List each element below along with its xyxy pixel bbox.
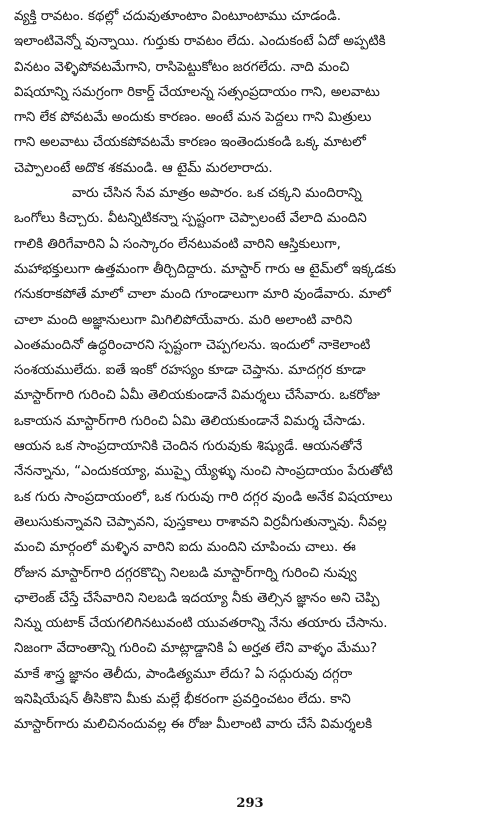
text-line: ఆయన ఒక సాంప్రదాయానికి చెందిన గురువుకు శిష్యుడే. ఆయనతోనే <box>14 439 363 455</box>
text-line: గాలికి తిరిగేవారిని ఏ సంస్కారం లేనటువంటి వారిని ఆస్తికులుగా, <box>14 236 341 252</box>
text-line: వినటం వెళ్ళిపోవటమేగాని, రాసిపెట్టుకోటం జరగలేదు. నాది మంచి <box>14 59 350 75</box>
text-line: చాలా మంది అజ్ఞానులుగా మిగిలిపోయేవారు. మరి అలాంటి వారిని <box>14 312 353 328</box>
text-line: ఒంగోలు కిచ్చారు. వీటన్నిటికన్నా స్పష్టంగా చెప్పాలంటే వేలాది మందిని <box>14 211 367 227</box>
text-line: గాని అలవాటు చేయకపోవటమే కారణం ఇంతెందుకండి ఒక్క మాటలో <box>14 135 366 151</box>
text-line: ఒక గురు సాంప్రదాయంలో, ఒక గురువు గారి దగ్గర వుండి అనేక విషయాలు <box>14 489 393 505</box>
text-line: మాస్టార్‌గారి గురించి ఏమీ తెలియకుండానే విమర్శలు చేసేవారు. ఒకరోజు <box>14 388 380 404</box>
text-line: రోజున మాస్టార్‌గారి దగ్గరకొచ్చి నిలబడి మాస్టార్‌గార్ని గురించి నువ్వు <box>14 565 357 581</box>
text-line: నిన్ను యటాక్ చేయగలిగినటువంటి యువతరాన్ని నేను తయారు చేసాను. <box>14 616 388 632</box>
text-line: గనుకరాకపోతే మాలో చాలా మంది గూండాలుగా మారి వుండేవారు. మాలో <box>14 287 391 303</box>
text-line: మహాభక్తులుగా ఉత్తమంగా తీర్చిదిద్దారు. మాస్టార్ గారు ఆ టైమ్‌లో ఇక్కడకు <box>14 261 396 277</box>
book-page <box>14 4 490 824</box>
text-line: మంచి మార్గంలో మళ్ళిన వారిని ఐదు మందిని చూపించు చాలు. ఈ <box>14 540 356 556</box>
text-line: ఇనిషియేషన్ తీసికొని మీకు మల్లే భీకరంగా ప్రవర్తించటం లేదు. కాని <box>14 692 351 708</box>
text-line: నిజంగా వేదాంతాన్ని గురించి మాట్లాడ్డానికి ఏ అర్హత లేని వాళ్ళం మేము? <box>14 641 378 657</box>
text-line: ఒకాయన మాస్టార్‌గారి గురించి ఏమి తెలియకుండానే విమర్శ చేసాడు. <box>14 413 366 429</box>
text-line: విషయాన్ని సమగ్రంగా రికార్డ్ చేయాలన్న సత్సంప్రదాయం గాని, అలవాటు <box>14 84 380 100</box>
text-line: ఇలాంటివెన్నో వున్నాయి. గుర్తుకు రావటం లేదు. ఎందుకంటే ఏదో అప్పటికి <box>14 34 386 50</box>
text-line: ఛాలెంజ్ చేస్తే చేసేవారిని నిలబడి ఇదయ్యా నీకు తెల్సిన జ్ఞానం అని చెప్పి <box>14 590 380 606</box>
text-line: తెలుసుకున్నావని చెప్పావని, పుస్తకాలు రాశావని విర్రవీగుతున్నావు. నీవల్ల <box>14 514 387 530</box>
text-line: మాస్టార్‌గారు మలిచినందువల్ల ఈ రోజు మీలాంటి వారు చేసే విమర్శలకి <box>14 717 373 733</box>
text-line: గాని లేక పోవటమే అందుకు కారణం. అంటే మన పెద్దలు గాని మిత్రులు <box>14 110 372 126</box>
text-line: ఎంతమందినో ఉద్ధరించారని స్పష్టంగా చెప్పగలను. ఇందులో నాకెలాంటి <box>14 337 371 353</box>
text-line: సంశయములేదు. ఐతే ఇంకో రహస్యం కూడా చెప్తాను. మాదగ్గర కూడా <box>14 363 366 379</box>
text-line: వ్యక్తి రావటం. కథల్లో చదువుతూంటాం వింటూంటాము చూడండి. <box>14 9 341 24</box>
text-line: చెప్పాలంటే అదొక శకమండి. ఆ టైమ్ మరలారాదు. <box>14 160 273 176</box>
text-line: మాకే శాస్త్ర జ్ఞానం తెలీదు, పాండిత్యమూ లేదు? ఏ సద్గురువు దగ్గరా <box>14 666 353 682</box>
page-number: 293 <box>236 796 264 811</box>
paragraph-first-line: వారు చేసిన సేవ మాత్రం అపారం. ఒక చక్కని మందిరాన్ని <box>72 186 362 202</box>
text-line: నేనన్నాను, “ఎందుకయ్యా, ముప్ఫై య్యేళ్ళు నుంచి సాంప్రదాయం పేరుతోటి <box>14 464 393 480</box>
